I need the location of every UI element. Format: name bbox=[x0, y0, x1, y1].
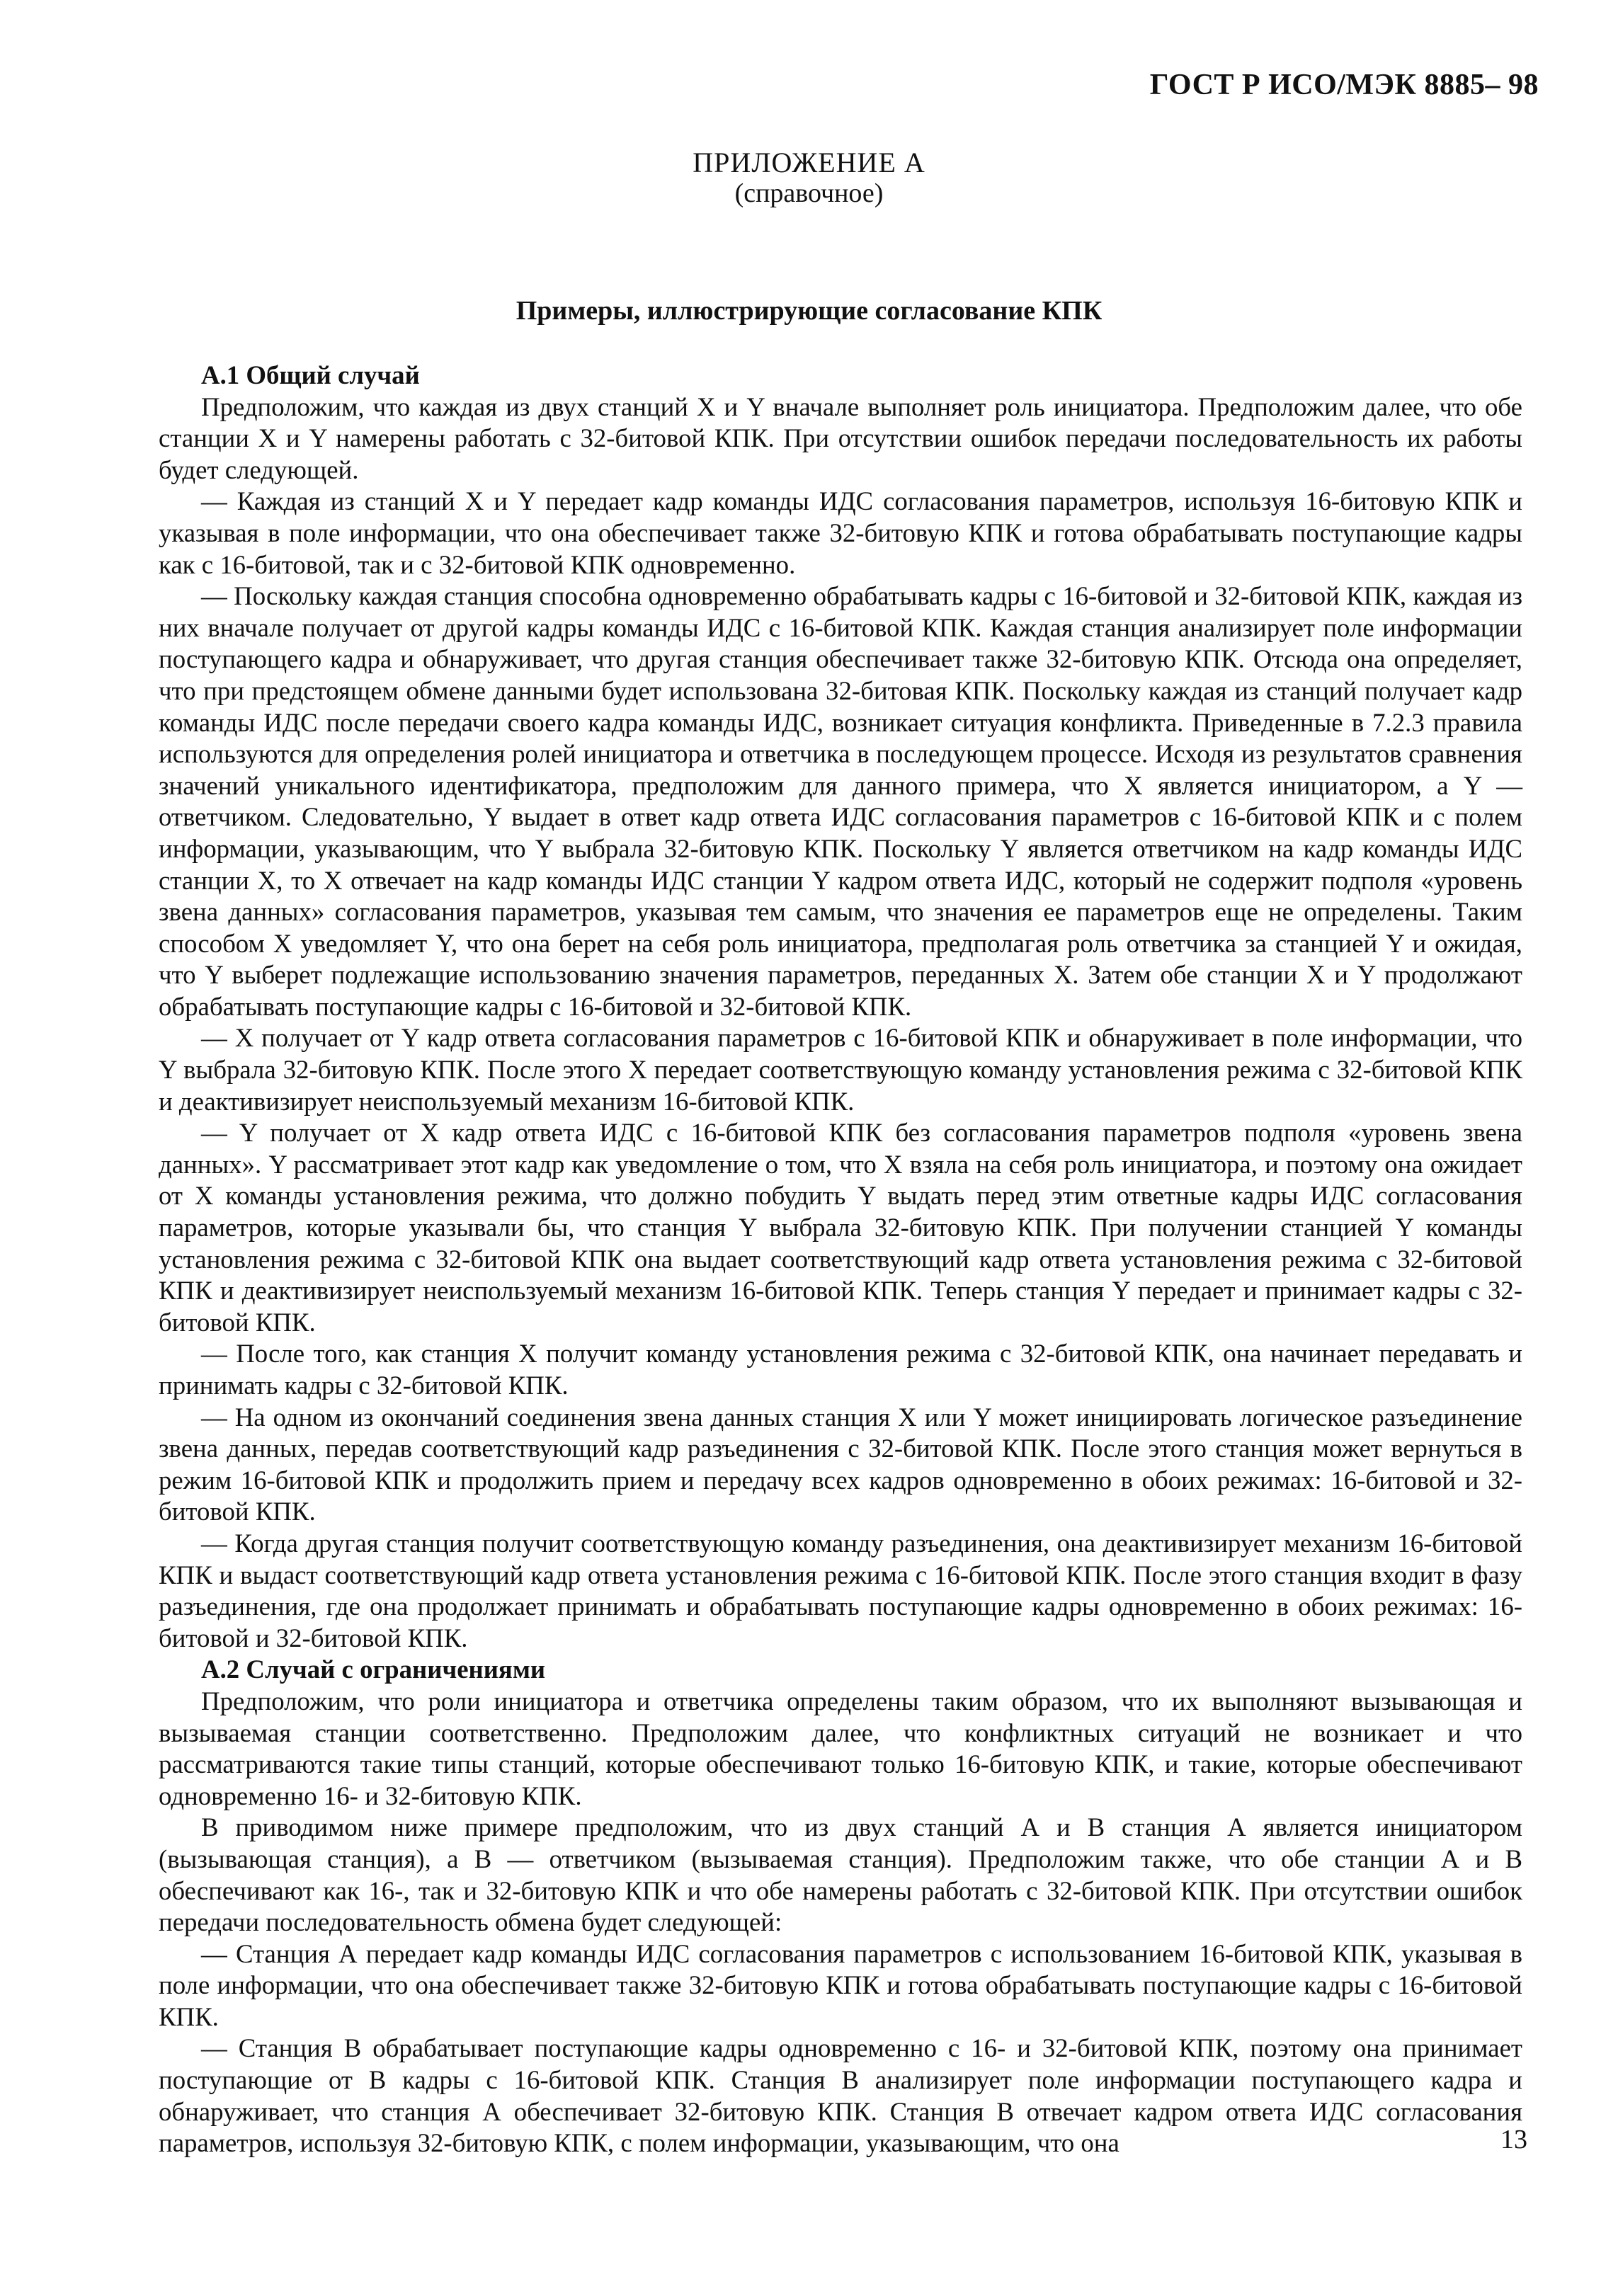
paragraph: — Станция В обрабатывает поступающие кадры одновременно с 16- и 32-битовой КПК, поэтому она принимает поступающие от В кадры с 16-битовой КПК. Станция В анализирует поле информации поступающего кадра и обнаруживает, что станция А обеспечивает 32-битовую КПК. Станция В отвечает кадром ответа ИДС согласования параметров, используя 32-битовую КПК, с полем информации, указывающим, что она bbox=[159, 2033, 1522, 2158]
section-heading-a2: А.2 Случай с ограничениями bbox=[201, 1655, 546, 1684]
document-code: ГОСТ Р ИСО/МЭК 8885– 98 bbox=[1149, 69, 1539, 101]
paragraph: — Каждая из станций X и Y передает кадр команды ИДС согласования параметров, используя 16-битовую КПК и указывая в поле информации, что она обеспечивает также 32-битовую КПК и готова обрабатывать поступающие кадры как с 16-битовой, так и с 32-битовой КПК одновременно. bbox=[159, 486, 1522, 579]
paragraph: — Когда другая станция получит соответствующую команду разъединения, она деактивизирует механизм 16-битовой КПК и выдаст соответствующий кадр ответа установления режима с 16-битовой КПК. После этого станция входит в фазу разъединения, где она продолжает принимать и обрабатывать поступающие кадры одновременно в обоих режимах: 16-битовой и 32-битовой КПК. bbox=[159, 1528, 1522, 1652]
main-title: Примеры, иллюстрирующие согласование КПК bbox=[515, 296, 1103, 326]
section-heading-a1: А.1 Общий случай bbox=[201, 360, 420, 389]
appendix-subtitle: (справочное) bbox=[734, 178, 884, 208]
paragraph: Предположим, что каждая из двух станций X и Y вначале выполняет роль инициатора. Предположим далее, что обе станции X и Y намерены работать с 32-битовой КПК. При отсутствии ошибок передачи последовательность их работы будет следующей. bbox=[159, 392, 1522, 484]
paragraph: Предположим, что роли инициатора и ответчика определены таким образом, что их выполняют вызывающая и вызываемая станции соответственно. Предположим далее, что конфликтных ситуаций не возникает и что рассматриваются такие типы станций, которые обеспечивают только 16-битовую КПК, и такие, которые обеспечивают одновременно 16- и 32-битовую КПК. bbox=[159, 1686, 1522, 1810]
paragraph: — Станция А передает кадр команды ИДС согласования параметров с использованием 16-битовой КПК, указывая в поле информации, что она обеспечивает также 32-битовую КПК и готова обрабатывать поступающие кадры с 16-битовой КПК. bbox=[159, 1938, 1522, 2031]
paragraph: — Y получает от X кадр ответа ИДС с 16-битовой КПК без согласования параметров подполя «уровень звена данных». Y рассматривает этот кадр как уведомление о том, что X взяла на себя роль инициатора, и поэтому она ожидает от X команды установления режима, что должно побудить Y выдать перед этим ответные кадры ИДС согласования параметров, которые указывали бы, что станция Y выбрала 32-битовую КПК. При получении станцией Y команды установления режима с 32-битовой КПК она выдает соответствующий кадр ответа установления режима с 32-битовой КПК и деактивизирует неиспользуемый механизм 16-битовой КПК. Теперь станция Y передает и принимает кадры с 32-битовой КПК. bbox=[159, 1118, 1522, 1337]
paragraph: — X получает от Y кадр ответа согласования параметров с 16-битовой КПК и обнаруживает в поле информации, что Y выбрала 32-битовую КПК. После этого X передает соответствующую команду установления режима с 32-битовой КПК и деактивизирует неиспользуемый механизм 16-битовой КПК. bbox=[159, 1023, 1522, 1116]
appendix-title: ПРИЛОЖЕНИЕ А bbox=[693, 147, 925, 178]
document-body bbox=[159, 360, 1522, 2159]
paragraph: В приводимом ниже примере предположим, что из двух станций А и В станция А является инициатором (вызывающая станция), а В — ответчиком (вызываемая станция). Предположим также, что обе станции А и В обеспечивают как 16-, так и 32-битовую КПК и что обе намерены работать с 32-битовой КПК. При отсутствии ошибок передачи последовательность обмена будет следующей: bbox=[159, 1812, 1522, 1937]
page-number: 13 bbox=[1500, 2125, 1527, 2154]
paragraph: — На одном из окончаний соединения звена данных станция X или Y может инициировать логическое разъединение звена данных, передав соответствующий кадр разъединения с 32-битовой КПК. После этого станция может вернуться в режим 16-битовой КПК и продолжить прием и передачу всех кадров одновременно в обоих режимах: 16-битовой и 32-битовой КПК. bbox=[159, 1402, 1522, 1526]
paragraph: — Поскольку каждая станция способна одновременно обрабатывать кадры с 16-битовой и 32-битовой КПК, каждая из них вначале получает от другой кадры команды ИДС с 16-битовой КПК. Каждая станция анализирует поле информации поступающего кадра и обнаруживает, что другая станция обеспечивает также 32-битовую КПК. Отсюда она определяет, что при предстоящем обмене данными будет использована 32-битовая КПК. Поскольку каждая из станций получает кадр команды ИДС после передачи своего кадра команды ИДС, возникает ситуация конфликта. Приведенные в 7.2.3 правила используются для определения ролей инициатора и ответчика в последующем процессе. Исходя из результатов сравнения значений уникального идентификатора, предположим для данного примера, что X является инициатором, а Y — ответчиком. Следовательно, Y выдает в ответ кадр ответа ИДС согласования параметров с 16-битовой КПК и с полем информации, указывающим, что Y выбрала 32-битовую КПК. Поскольку Y является ответчиком на кадр команды ИДС станции X, то X отвечает на кадр команды ИДС станции Y кадром ответа ИДС, который не содержит подполя «уровень звена данных» согласования параметров, указывая тем самым, что значения ее параметров еще не определены. Таким способом X уведомляет Y, что она берет на себя роль инициатора, предполагая роль ответчика за станцией Y и ожидая, что Y выберет подлежащие использованию значения параметров, переданных X. Затем обе станции X и Y продолжают обрабатывать поступающие кадры с 16-битовой и 32-битовой КПК. bbox=[159, 581, 1522, 1021]
paragraph: — После того, как станция X получит команду установления режима с 32-битовой КПК, она начинает передавать и принимать кадры с 32-битовой КПК. bbox=[159, 1339, 1522, 1400]
